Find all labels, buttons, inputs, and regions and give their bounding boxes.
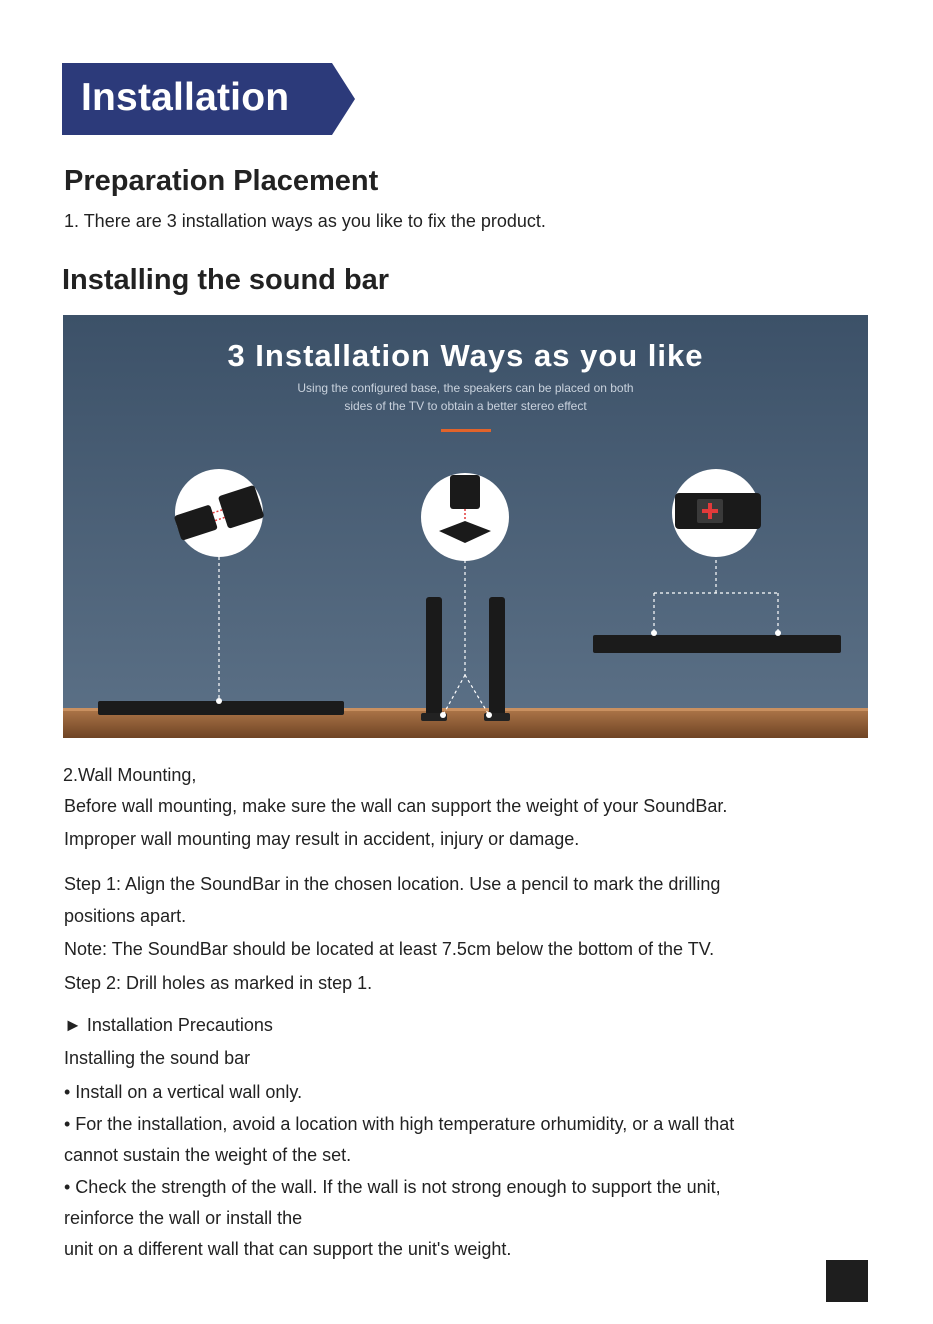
wall-mounted-soundbar [593,635,841,653]
photo-subtitle-line2: sides of the TV to obtain a better stereo effect [344,399,587,413]
installation-photo [63,315,868,738]
step1-line2: positions apart. [64,906,187,926]
photo-title: 3 Installation Ways as you like [227,338,704,373]
precaution-bullet-2-line1: • For the installation, avoid a location with high temperature orhumidity, or a wall that [64,1114,735,1134]
wall-mounting-line2: Improper wall mounting may result in accident, injury or damage. [64,829,580,849]
precaution-bullet-2-line2: cannot sustain the weight of the set. [64,1145,352,1165]
section-banner [62,63,355,135]
photo-subtitle-line1: Using the configured base, the speakers can be placed on both [297,381,634,395]
precaution-bullet-1: • Install on a vertical wall only. [64,1082,303,1102]
precaution-bullet-3-line1: • Check the strength of the wall. If the wall is not strong enough to support the unit, [64,1177,721,1197]
installing-heading: Installing the sound bar [62,264,390,296]
precautions-subheading: Installing the sound bar [64,1048,251,1068]
installation-illustration [63,315,868,738]
wall-mounting-heading: 2.Wall Mounting, [63,765,197,785]
banner-title: Installation [81,76,290,119]
precaution-bullet-3-line3: unit on a different wall that can support the unit's weight. [64,1239,512,1259]
step2: Step 2: Drill holes as marked in step 1. [64,973,373,993]
page-marker [826,1260,868,1302]
step1-line1: Step 1: Align the SoundBar in the chosen location. Use a pencil to mark the drilling [64,874,721,894]
accent-line [441,429,491,432]
speaker-tower-left [426,597,442,717]
speaker-tower-right [489,597,505,717]
precautions-heading: ► Installation Precautions [64,1015,273,1035]
preparation-heading: Preparation Placement [64,165,379,197]
step-note: Note: The SoundBar should be located at least 7.5cm below the bottom of the TV. [64,939,715,959]
preparation-text: 1. There are 3 installation ways as you like to fix the product. [64,211,546,231]
wall-mounting-line1: Before wall mounting, make sure the wall can support the weight of your SoundBar. [64,796,728,816]
precaution-bullet-3-line2: reinforce the wall or install the [64,1208,303,1228]
